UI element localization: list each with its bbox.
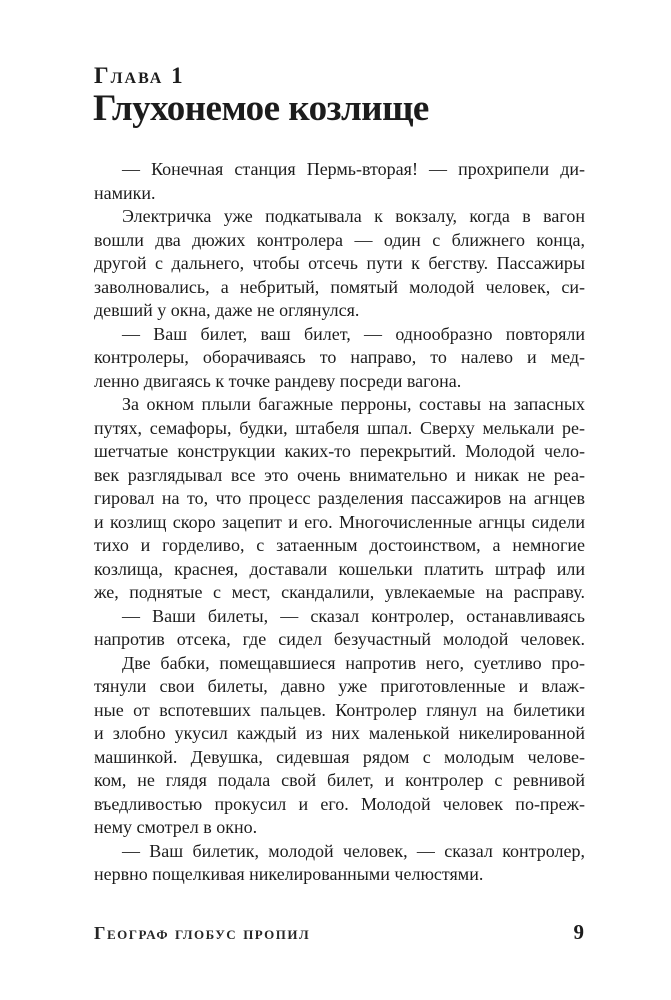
- text-line: — Ваш билет, ваш билет, — однообразно повторяли: [122, 323, 585, 344]
- paragraph: [94, 652, 585, 840]
- text-line: контролеры, оборачиваясь то направо, то налево и мед-: [94, 347, 585, 367]
- paragraph: [94, 158, 585, 205]
- text-line: въедливостью прокусил и его. Молодой человек по-преж-: [94, 793, 585, 814]
- text-line: век разглядывал все это очень внимательно и никак не реа-: [94, 464, 585, 485]
- text-line: намики.: [94, 182, 156, 203]
- text-line: и злобно укусил каждый из них маленькой никелированной: [94, 723, 585, 743]
- paragraph: [94, 205, 585, 323]
- chapter-label: Глава 1: [94, 63, 185, 88]
- text-line: тихо и горделиво, с затаенным достоинством, а немногие: [94, 535, 585, 555]
- paragraph: [94, 323, 585, 394]
- paragraph: [94, 393, 585, 605]
- paragraph: [94, 840, 585, 887]
- text-line: — Ваш билетик, молодой человек, — сказал контролер,: [122, 840, 585, 861]
- text-line: — Конечная станция Пермь-вторая! — прохрипели ди-: [122, 159, 585, 179]
- text-line: заволновались, а небритый, помятый молодой человек, си-: [94, 276, 585, 297]
- text-line: шетчатые конструкции каких-то перекрытий. Молодой чело-: [94, 441, 585, 461]
- text-line: напротив отсека, где сидел безучастный молодой человек.: [94, 629, 585, 649]
- text-line: Две бабки, помещавшиеся напротив него, суетливо про-: [122, 652, 585, 673]
- text-line: — Ваши билеты, — сказал контролер, останавливаясь: [122, 605, 585, 626]
- text-line: Электричка уже подкатывала к вокзалу, когда в вагон: [122, 206, 585, 226]
- body-text: [94, 158, 585, 887]
- text-line: тянули свои билеты, давно уже приготовленные и влаж-: [94, 676, 585, 696]
- text-line: девший у окна, даже не оглянулся.: [94, 300, 360, 320]
- text-line: вошли два дюжих контролера — один с ближнего конца,: [94, 229, 585, 250]
- text-line: ком, не глядя подала свой билет, и контролер с ревнивой: [94, 770, 585, 790]
- text-line: путях, семафоры, будки, штабеля шпал. Сверху мелькали ре-: [94, 417, 585, 438]
- text-line: нему смотрел в окно.: [94, 817, 258, 837]
- chapter-title: Глухонемое козлище: [93, 88, 429, 129]
- text-line: козлища, краснея, доставали кошельки платить штраф или: [94, 558, 585, 579]
- text-line: ленно двигаясь к точке рандеву посреди вагона.: [94, 370, 462, 391]
- text-line: ные от вспотевших пальцев. Контролер глянул на билетики: [94, 699, 585, 720]
- text-line: За окном плыли багажные перроны, составы на запасных: [122, 394, 585, 414]
- paragraph: [94, 605, 585, 652]
- text-line: другой с дальнего, чтобы отсечь пути к бегству. Пассажиры: [94, 253, 585, 273]
- text-line: гировал на то, что процесс разделения пассажиров на агнцев: [94, 488, 585, 508]
- text-line: и козлищ скоро зацепит и его. Многочисленные агнцы сидели: [94, 511, 585, 532]
- page-number: 9: [573, 920, 584, 944]
- text-line: же, поднятые с мест, скандалили, увлекаемые на расправу.: [94, 582, 585, 602]
- running-title: Географ глобус пропил: [94, 923, 311, 943]
- text-line: нервно пощелкивая никелированными челюстями.: [94, 864, 484, 884]
- text-line: машинкой. Девушка, сидевшая рядом с молодым челове-: [94, 746, 585, 767]
